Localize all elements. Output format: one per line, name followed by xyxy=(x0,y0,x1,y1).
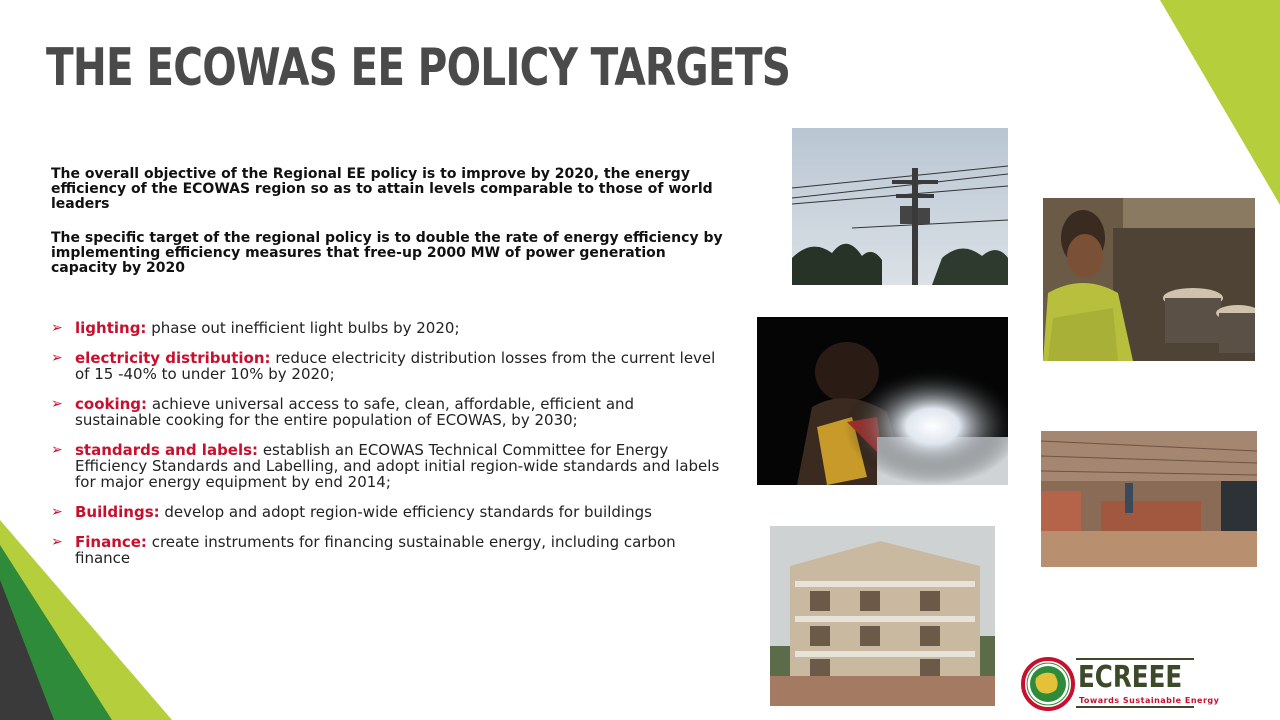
bullet-term: electricity distribution: xyxy=(75,349,271,367)
bullet-term: Finance: xyxy=(75,533,147,551)
list-item xyxy=(51,350,723,382)
logo-rule-bottom xyxy=(1076,706,1194,708)
bullet-text: reduce electricity distribution losses from the current level of 15 -40% to under 10% by 2020; xyxy=(75,349,716,383)
arrow-bullet-icon: ➢ xyxy=(51,320,63,336)
bullet-term: cooking: xyxy=(75,395,148,413)
bullet-text: develop and adopt region-wide efficiency standards for buildings xyxy=(164,503,652,521)
arrow-bullet-icon: ➢ xyxy=(51,442,63,458)
ecreee-logo xyxy=(1020,656,1220,712)
bullet-text: achieve universal access to safe, clean, affordable, efficient and sustainable cooking for the entire population of ECOWAS, by 2030; xyxy=(75,395,635,429)
arrow-bullet-icon: ➢ xyxy=(51,534,63,550)
targets-list xyxy=(51,320,723,580)
logo-tagline: Towards Sustainable Energy xyxy=(1079,696,1220,705)
ecreee-emblem-icon xyxy=(1020,656,1076,712)
top-right-lime-shape xyxy=(1160,0,1280,205)
list-item xyxy=(51,442,723,490)
logo-name: ECREEE xyxy=(1078,660,1183,695)
list-item xyxy=(51,504,723,520)
building-photo xyxy=(770,526,995,706)
slide-title: THE ECOWAS EE POLICY TARGETS xyxy=(46,38,791,98)
bullet-term: standards and labels: xyxy=(75,441,259,459)
bullet-text: phase out inefficient light bulbs by 2020; xyxy=(151,319,460,337)
list-item xyxy=(51,396,723,428)
arrow-bullet-icon: ➢ xyxy=(51,350,63,366)
target-paragraph: The specific target of the regional policy is to double the rate of energy efficiency by implementing efficiency measures that free-up 2000 MW of power generation capacity by 2020 xyxy=(51,230,723,276)
objective-paragraph: The overall objective of the Regional EE policy is to improve by 2020, the energy efficiency of the ECOWAS region so as to attain levels comparable to those of world leaders xyxy=(51,166,713,212)
cookstove-woman-photo xyxy=(1043,198,1255,361)
arrow-bullet-icon: ➢ xyxy=(51,396,63,412)
bullet-text: establish an ECOWAS Technical Committee for Energy Efficiency Standards and Labelling, and adopt initial region-wide standards and labels for major energy equipment by end 2014; xyxy=(75,441,720,491)
bullet-term: lighting: xyxy=(75,319,147,337)
arrow-bullet-icon: ➢ xyxy=(51,504,63,520)
power-pole-photo xyxy=(792,128,1008,285)
workshop-interior-photo xyxy=(1041,431,1257,567)
list-item xyxy=(51,320,723,336)
bullet-term: Buildings: xyxy=(75,503,160,521)
list-item xyxy=(51,534,723,566)
bullet-text: create instruments for financing sustainable energy, including carbon finance xyxy=(75,533,676,567)
child-studying-photo xyxy=(757,317,1008,485)
